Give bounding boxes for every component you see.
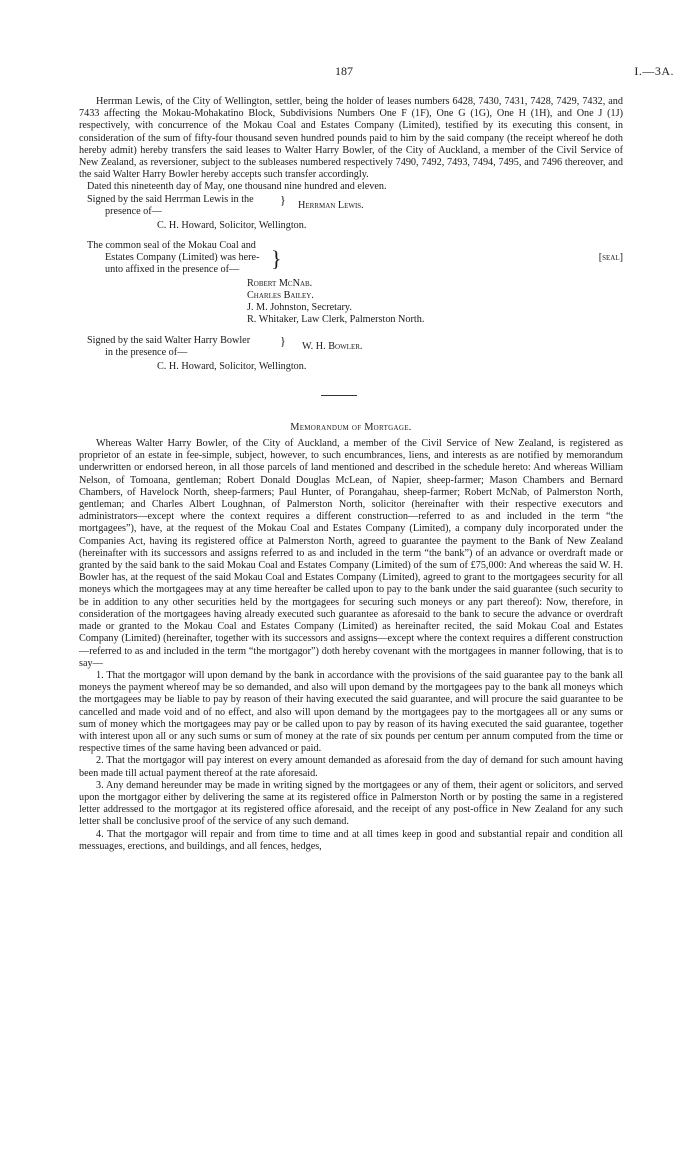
brace: }	[271, 245, 282, 271]
seal-witnesses	[79, 278, 623, 327]
signed-by-line: Signed by the said Walter Harry Bowler	[87, 334, 251, 346]
document-reference: I.—3A.	[634, 64, 674, 78]
mortgage-clause: 4. That the mortgagor will repair and from time to time and at all times keep in good and substantial repair and condition all messuages, erections, and buildings, and all fences, hedges,	[79, 828, 623, 852]
seal-witness: Robert McNab.	[247, 277, 313, 289]
brace: }	[280, 333, 286, 348]
seal-label: [seal]	[598, 251, 623, 263]
signature-block-lewis	[87, 194, 623, 220]
document-body	[79, 96, 623, 853]
dated-line: Dated this nineteenth day of May, one thousand nine hundred and eleven.	[87, 181, 387, 193]
mortgage-clause: 2. That the mortgagor will pay interest on every amount demanded as aforesaid from the day of demand for such amount having been made till actual payment thereof at the rate aforesaid.	[79, 755, 623, 779]
section-title: Memorandum of Mortgage.	[290, 421, 412, 433]
signature-lewis: Herrman Lewis.	[298, 199, 364, 211]
presence-of-line: in the presence of—	[105, 346, 188, 358]
signed-by-line: Signed by the said Herrman Lewis in the	[87, 193, 254, 205]
seal-block	[87, 240, 623, 278]
witness-howard-1: C. H. Howard, Solicitor, Wellington.	[157, 219, 307, 231]
mortgage-clause: 1. That the mortgagor will upon demand by the bank in accordance with the provisions of the said guarantee pay to the bank all moneys the payment whereof may be so demanded, and also will upon demand by the mortgagees pay to the bank all moneys which the mortgagees may be liable to pay by reason of their having executed the said guarantee, and will procure the said guarantee to be cancelled and made void and of no effect, and also will upon demand by the mortgagees pay to the mortgagees all or any sums or sum of money which the mortgagees may pay or be called upon to pay by reason of its having executed the said guarantee, together with interest upon all or any such sums or sum of money at the rate of six pounds per centum per annum computed from the time or respective times of the same having been advanced or paid.	[79, 669, 623, 755]
signature-block-bowler	[87, 335, 623, 361]
seal-witness: J. M. Johnston, Secretary.	[247, 302, 352, 314]
seal-witness: R. Whitaker, Law Clerk, Palmerston North.	[247, 314, 425, 326]
page-number: 187	[335, 64, 353, 78]
seal-line-2: Estates Company (Limited) was here-	[105, 252, 260, 264]
presence-of-line: presence of—	[105, 205, 162, 217]
mortgage-clause: 3. Any demand hereunder may be made in writing signed by the mortgagees or any of them, their agent or solicitors, and served upon the mortgagor either by delivering the same at its registered office in Palmerston North or by posting the same in a registered letter addressed to the mortgagor at its registered office aforesaid, and the receipt of any post-office in New Zealand for any such letter shall be conclusive proof of the service of any such demand.	[79, 779, 623, 828]
brace: }	[280, 192, 286, 207]
seal-line-1: The common seal of the Mokau Coal and	[87, 239, 256, 251]
section-divider	[321, 395, 357, 396]
seal-witness: Charles Bailey.	[247, 290, 314, 302]
witness-howard-2: C. H. Howard, Solicitor, Wellington.	[157, 360, 307, 372]
page-header	[0, 64, 700, 80]
mortgage-intro: Whereas Walter Harry Bowler, of the City of Auckland, a member of the Civil Service of New Zealand, is registered as proprietor of an estate in fee-simple, subject, however, to such encumbrances, liens, and interests as are notified by memorandum underwritten or endorsed hereon, in all those parcels of land mentioned and described in the schedule hereto: And whereas William Nelson, of Tomoana, gentleman; Robert Donald Douglas McLean, of Napier, sheep-farmer; Mason Chambers and Bernard Chambers, of Havelock North, sheep-farmers; Paul Hunter, of Porangahau, sheep-farmer; Robert McNab, of Palmerston North, gentleman; and Charles Albert Loughnan, of Palmerston North, solicitor (hereinafter with their respective executors and administrators—except where the context requires a different construction—referred to as and included in the term “the mortgagees”), have, at the request of the Mokau Coal and Estates Company (Limited), a company duly incorporated under the Companies Act, having its registered office at Palmerston North, agreed to guarantee the payment to the Bank of New Zealand (hereinafter with its successors and assigns referred to as and included in the term “the bank”) of an advance or overdraft made or granted by the said bank to the said Mokau Coal and Estates Company (Limited) of the sum of £75,000: And whereas the said W. H. Bowler has, at the request of the said Mokau Coal and Estates Company (Limited), agreed to grant to the mortgagees security for all moneys which the mortgagees may at any time hereafter be called upon to pay to the bank under the said guarantee (such security to be in addition to any other securities held by the mortgagees for securing such moneys or any part thereof): Now, therefore, in consideration of the mortgagees having already executed such guarantee as aforesaid to the bank to secure the advance or overdraft made or granted to the Mokau Coal and Estates Company (Limited) as hereinafter recited, the said Mokau Coal and Estates Company (Limited) (hereinafter, together with its successors and assigns—except where the context requires a different construction—referred to as and included in the term “the mortgagor”) doth hereby covenant with the mortgagees in manner following, that is to say—	[79, 438, 623, 669]
transfer-paragraph: Herrman Lewis, of the City of Wellington, settler, being the holder of leases numbers 6428, 7430, 7431, 7428, 7429, 7432, and 7433 affecting the Mokau-Mohakatino Block, Subdivisions Numbers One F (1F), One G (1G), One H (1H), and One J (1J) respectively, with concurrence of the Mokau Coal and Estates Company (Limited), testified by its executing this consent, in consideration of the sum of fifty-four thousand seven hundred pounds paid to him by the said company (the receipt whereof he doth hereby admit) hereby transfers the said leases to Walter Harry Bowler, of the City of Auckland, a member of the Civil Service of New Zealand, as reversioner, subject to the subleases numbered respectively 7490, 7492, 7493, 7494, 7495, and 7496 thereover, and the said Walter Harry Bowler hereby accepts such transfer accordingly.	[79, 96, 623, 181]
signature-bowler: W. H. Bowler.	[302, 340, 363, 352]
seal-line-3: unto affixed in the presence of—	[105, 264, 240, 276]
